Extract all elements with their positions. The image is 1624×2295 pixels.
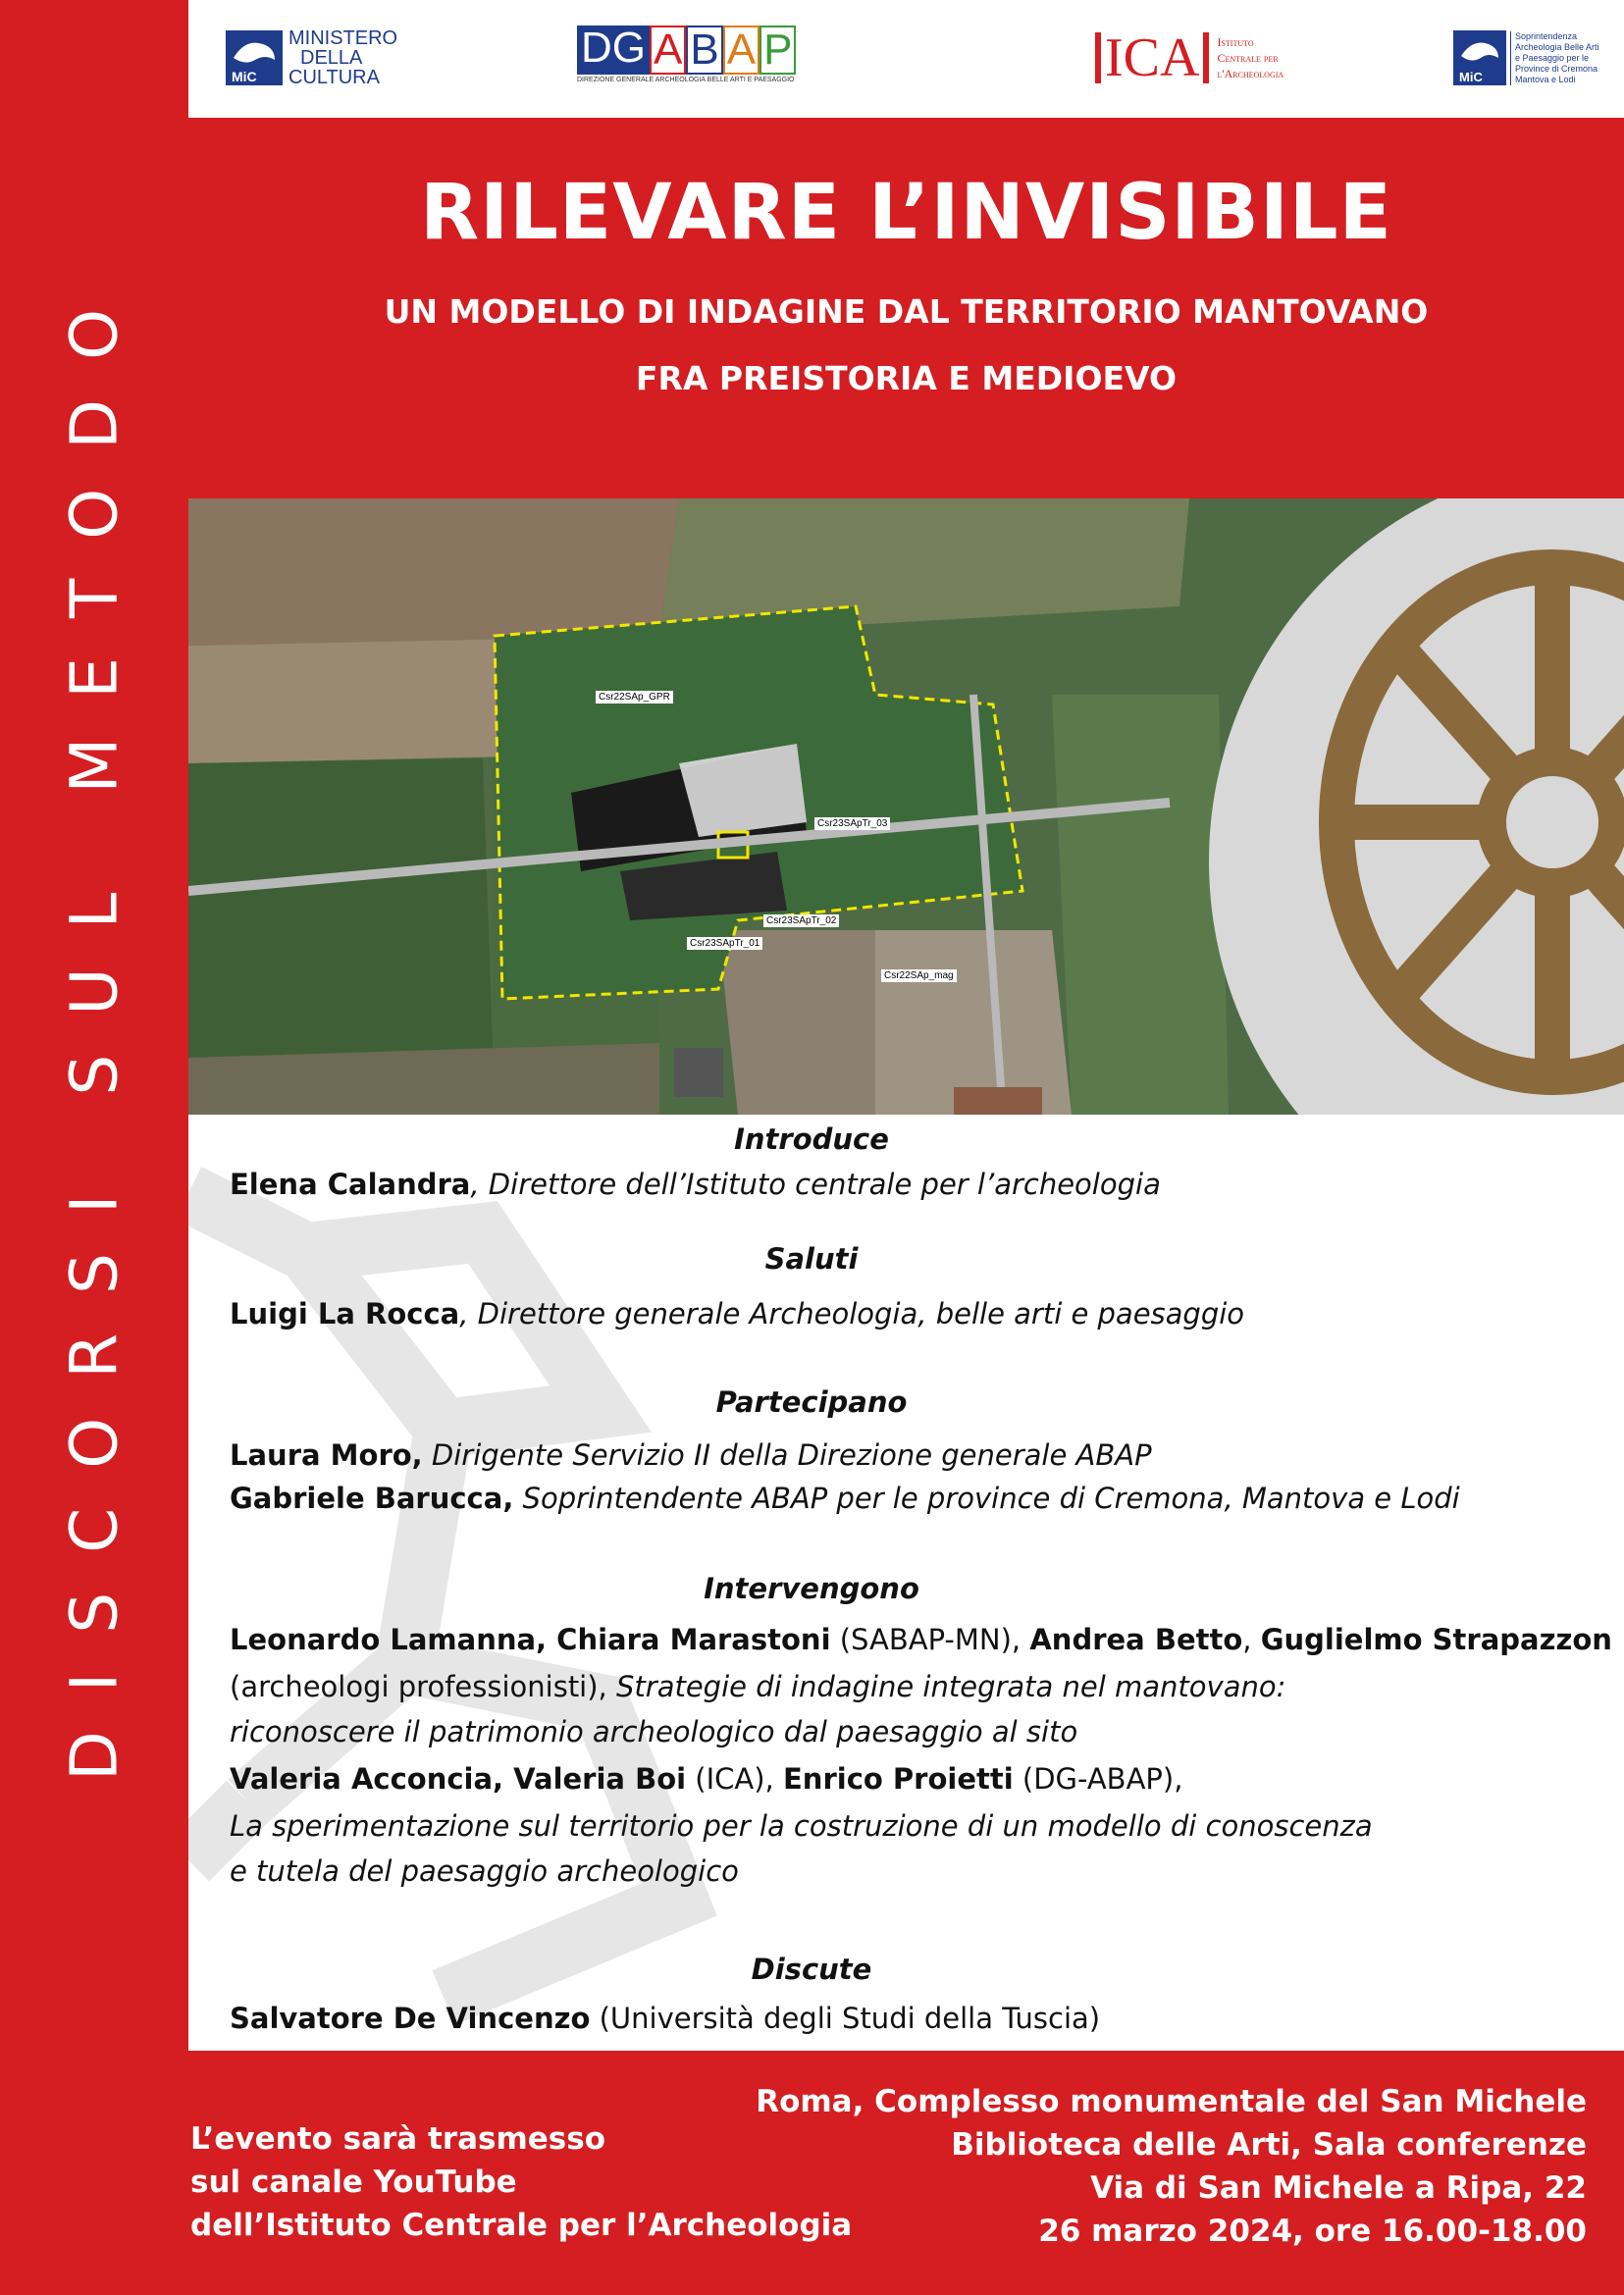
participant-name: Gabriele Barucca,: [230, 1482, 514, 1515]
event-subtitle-2: FRA PREISTORIA E MEDIOEVO: [635, 359, 1178, 397]
ica-logo: [1095, 26, 1283, 90]
introduce-role: , Direttore dell’Istituto centrale per l’archeologia: [470, 1168, 1161, 1201]
intervengono-line-6: [230, 1854, 739, 1888]
stream-line-2: sul canale YouTube: [190, 2165, 517, 2200]
stream-line-1: L’evento sarà trasmesso: [190, 2121, 606, 2157]
participant-role: Dirigente Servizio II della Direzione generale ABAP: [422, 1438, 1152, 1472]
introduce-name: Elena Calandra: [230, 1168, 471, 1201]
saluti-name: Luigi La Rocca: [230, 1297, 460, 1330]
ica-line3: l'Archeologia: [1217, 67, 1284, 80]
speaker-affiliation: (ICA),: [686, 1762, 783, 1796]
map-label: Csr23SApTr_01: [687, 937, 762, 950]
mic-line1: MINISTERO: [288, 27, 398, 49]
dgabap-a2: A: [723, 26, 760, 75]
introduce-line: [230, 1168, 1161, 1201]
heading-partecipano: Partecipano: [715, 1385, 908, 1419]
ica-line2: Centrale per: [1217, 51, 1279, 65]
venue-line-2: Biblioteca delle Arti, Sala conferenze: [951, 2127, 1587, 2163]
speaker-affiliation: (SABAP-MN),: [830, 1623, 1030, 1656]
mic-logo: [226, 26, 397, 90]
discussant-affiliation: (Università degli Studi della Tuscia): [590, 2002, 1101, 2035]
event-date: 26 marzo 2024, ore 16.00-18.00: [1038, 2214, 1587, 2249]
separator: ,: [1242, 1623, 1261, 1656]
intervengono-line-2: [230, 1670, 1285, 1703]
map-label: Csr22SAp_GPR: [596, 691, 673, 704]
discute-line: [230, 2002, 1100, 2035]
participant-role: Soprintendente ABAP per le province di Cremona, Mantova e Lodi: [513, 1482, 1460, 1515]
map-label: Csr23SApTr_03: [814, 817, 890, 830]
talk-title: Strategie di indagine integrata nel mantovano:: [616, 1670, 1286, 1703]
talk-title: riconoscere il patrimonio archeologico dal paesaggio al sito: [230, 1715, 1078, 1748]
intervengono-line-3: [230, 1715, 1077, 1748]
speaker-names: Leonardo Lamanna, Chiara Marastoni: [230, 1623, 831, 1656]
partecipano-line-1: [230, 1438, 1152, 1472]
logo-bar: [188, 0, 1624, 118]
speaker-name: Andrea Betto: [1029, 1623, 1243, 1656]
saluti-line: [230, 1297, 1244, 1330]
dgabap-a: A: [650, 26, 686, 75]
sabap-line2: Archeologia Belle Arti: [1515, 41, 1599, 52]
series-title: DISCORSI SUL METODO: [56, 269, 132, 1782]
program-section: [188, 1115, 1624, 2051]
sabap-emblem-icon: [1453, 30, 1506, 85]
speaker-names: Valeria Acconcia, Valeria Boi: [230, 1762, 687, 1796]
ica-mark: ICA: [1095, 32, 1209, 83]
sabap-line3: e Paesaggio per le: [1515, 52, 1590, 63]
intervengono-line-4: [230, 1762, 1182, 1796]
ica-line1: Istituto: [1217, 35, 1254, 49]
heading-intervengono: Intervengono: [704, 1572, 919, 1605]
talk-title: La sperimentazione sul territorio per la costruzione di un modello di conoscenza: [230, 1809, 1373, 1843]
event-title: RILEVARE L’INVISIBILE: [420, 169, 1392, 257]
dgabap-p: P: [760, 26, 796, 75]
dgabap-caption: DIREZIONE GENERALE ARCHEOLOGIA BELLE ARTI E PAESAGGIO: [577, 77, 795, 83]
heading-saluti: Saluti: [764, 1242, 859, 1276]
dgabap-b: B: [686, 26, 722, 75]
speaker-name: Guglielmo Strapazzon: [1260, 1623, 1612, 1656]
saluti-role: , Direttore generale Archeologia, belle arti e paesaggio: [459, 1297, 1245, 1330]
heading-introduce: Introduce: [734, 1122, 889, 1156]
sabap-line5: Mantova e Lodi: [1515, 74, 1576, 84]
sabap-line4: Province di Cremona: [1515, 63, 1598, 74]
venue-line-1: Roma, Complesso monumentale del San Michele: [756, 2084, 1587, 2119]
participant-name: Laura Moro,: [230, 1438, 423, 1472]
svg-text:MiC: MiC: [1459, 70, 1483, 84]
heading-discute: Discute: [751, 1953, 872, 1986]
mic-line3: CULTURA: [288, 67, 380, 88]
title-band: [188, 118, 1624, 498]
mic-line2: DELLA: [300, 47, 363, 69]
speaker-affiliation: (archeologi professionisti),: [230, 1670, 616, 1703]
series-sidebar: [0, 0, 188, 2051]
mic-emblem-icon: [226, 30, 283, 85]
event-subtitle-1: UN MODELLO DI INDAGINE DAL TERRITORIO MANTOVANO: [384, 292, 1429, 331]
speaker-affiliation: (DG-ABAP),: [1013, 1762, 1183, 1796]
svg-text:MiC: MiC: [232, 69, 257, 84]
aerial-map-graphic: [188, 498, 1624, 1115]
dgabap-logo: [577, 26, 796, 90]
map-label: Csr22SAp_mag: [881, 969, 957, 982]
stream-line-3: dell’Istituto Centrale per l’Archeologia: [190, 2208, 853, 2243]
discussant-name: Salvatore De Vincenzo: [230, 2002, 591, 2035]
sabap-logo: [1453, 26, 1599, 90]
venue-line-3: Via di San Michele a Ripa, 22: [1090, 2170, 1587, 2206]
aerial-survey-image: [188, 498, 1624, 1115]
footer-band: [0, 2051, 1624, 2295]
partecipano-line-2: [230, 1482, 1460, 1515]
talk-title: e tutela del paesaggio archeologico: [230, 1854, 739, 1888]
intervengono-line-5: [230, 1809, 1373, 1843]
speaker-name: Enrico Proietti: [783, 1762, 1014, 1796]
sabap-line1: Soprintendenza: [1515, 30, 1578, 41]
intervengono-line-1: [230, 1623, 1612, 1656]
map-label: Csr23SApTr_02: [763, 914, 839, 927]
dgabap-dg: DG: [577, 26, 650, 75]
